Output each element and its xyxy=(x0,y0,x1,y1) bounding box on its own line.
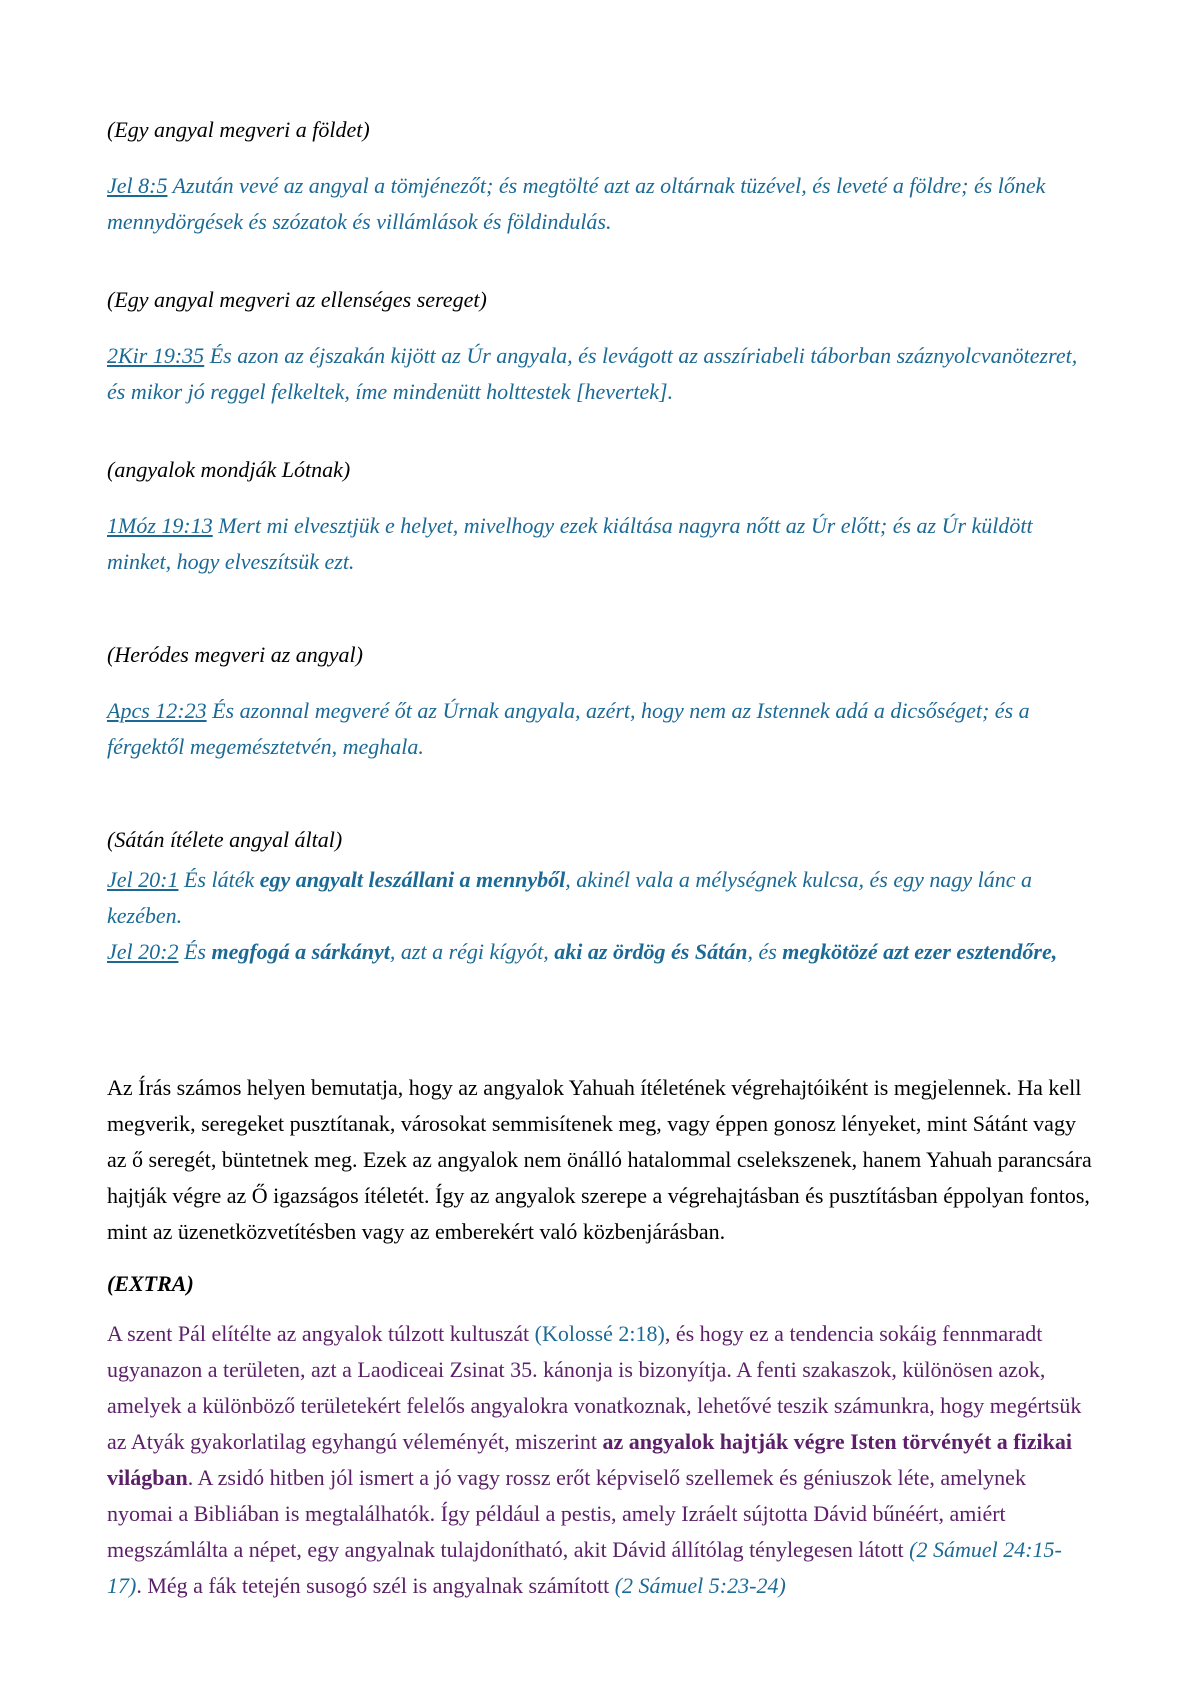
extra-section-heading xyxy=(107,1266,1095,1302)
extra-text-bold: az angyalok hajtják végre Isten törvényét a fizikai világban xyxy=(107,1429,1078,1490)
verse-text: És azonnal megveré őt az Úrnak angyala, azért, hogy nem az Istennek adá a dicsőséget; és a férgektől megemésztetvén, meghala. xyxy=(107,698,1036,759)
verse-reference-link[interactable]: Apcs 12:23 xyxy=(107,698,207,723)
verse-reference-link[interactable]: 2Kir 19:35 xyxy=(107,343,205,368)
verse-text: , azt a régi kígyót, xyxy=(389,939,555,964)
bible-verse-1moz-19-13 xyxy=(107,508,1095,580)
bible-verse-apcs-12-23 xyxy=(107,693,1095,765)
bible-verse-2kir-19-35 xyxy=(107,338,1095,410)
verse-reference-link[interactable]: Jel 20:1 xyxy=(107,867,179,892)
extra-text: . A zsidó hitben jól ismert a jó vagy rossz erőt képviselő szellemek és géniuszok léte, amelynek nyomai a Bibliában is megtalálhatók. Így például a pestis, amely Izráelt sújtotta Dávid bűnéért, amiért megszámlálta a népet, egy angyalnak tulajdonítható, akit Dávid állítólag ténylegesen látott xyxy=(107,1465,1032,1562)
verse-text: És xyxy=(178,939,212,964)
verse-text: , és xyxy=(747,939,783,964)
extra-text: A szent Pál elítélte az angyalok túlzott kultuszát xyxy=(107,1321,535,1346)
verse-reference-link[interactable]: Jel 8:5 xyxy=(107,173,168,198)
bible-verse-jel-20-1 xyxy=(107,862,1095,934)
extra-heading-text: (EXTRA) xyxy=(107,1271,194,1296)
section-heading-herod-struck-by-angel xyxy=(107,637,1095,673)
section-heading-text: (angyalok mondják Lótnak) xyxy=(107,457,351,482)
bible-verse-jel-8-5 xyxy=(107,168,1095,240)
verse-text: És láték xyxy=(178,867,260,892)
section-heading-text: (Egy angyal megveri az ellenséges sereget) xyxy=(107,287,487,312)
extra-text: . Még a fák tetején susogó szél is angyalnak számított xyxy=(136,1573,615,1598)
section-heading-satan-judged-by-angel xyxy=(107,822,1095,858)
scripture-citation: (Kolossé 2:18) xyxy=(534,1321,665,1346)
verse-reference-link[interactable]: 1Móz 19:13 xyxy=(107,513,213,538)
bible-verse-jel-20-2 xyxy=(107,934,1095,970)
section-heading-text: (Heródes megveri az angyal) xyxy=(107,642,363,667)
verse-text-bold: megfogá a sárkányt xyxy=(211,939,390,964)
document-body xyxy=(107,112,1098,1604)
extra-text: , és hogy ez a tendencia sokáig fennmaradt ugyanazon a területen, azt a Laodiceai Zsinat 35. kánonja is bizonyítja. A fenti szakaszok, különösen azok, amelyek a különböző területekért felelős angyalokra vonatkoznak, lehetővé teszik számunkra, hogy megértsük az Atyák gyakorlatilag egyhangú véleményét, miszerint xyxy=(107,1321,1087,1454)
verse-text: Azután vevé az angyal a tömjénezőt; és megtölté azt az oltárnak tüzével, és leveté a földre; és lőnek mennydörgések és szózatok és villámlások és földindulás. xyxy=(107,173,1051,234)
section-heading-angel-strikes-enemy-army xyxy=(107,282,1095,318)
scripture-citation: (2 Sámuel 24:15-17) xyxy=(107,1537,1062,1598)
scripture-citation: (2 Sámuel 5:23-24) xyxy=(614,1573,786,1598)
verse-text: , akinél vala a mélységnek kulcsa, és egy nagy lánc a kezében. xyxy=(107,867,1038,928)
verse-text: Mert mi elvesztjük e helyet, mivelhogy ezek kiáltása nagyra nőtt az Úr előtt; és az Úr küldött minket, hogy elveszítsük ezt. xyxy=(107,513,1039,574)
commentary-paragraph xyxy=(107,1070,1098,1250)
section-heading-angel-strikes-earth xyxy=(107,112,1095,148)
verse-text-bold: megkötözé azt ezer esztendőre, xyxy=(782,939,1058,964)
verse-text: És azon az éjszakán kijött az Úr angyala, és levágott az asszíriabeli táborban száznyolcvanötezret, és mikor jó reggel felkeltek, íme mindenütt holttestek [hevertek]. xyxy=(107,343,1083,404)
verse-text-bold: egy angyalt leszállani a mennyből xyxy=(259,867,566,892)
extra-paragraph xyxy=(107,1316,1095,1604)
verse-text-bold: aki az ördög és Sátán xyxy=(554,939,748,964)
section-heading-text: (Egy angyal megveri a földet) xyxy=(107,117,370,142)
verse-reference-link[interactable]: Jel 20:2 xyxy=(107,939,179,964)
section-heading-angels-tell-lot xyxy=(107,452,1095,488)
section-heading-text: (Sátán ítélete angyal által) xyxy=(107,827,343,852)
commentary-text: Az Írás számos helyen bemutatja, hogy az angyalok Yahuah ítéletének végrehajtóiként is megjelennek. Ha kell megverik, seregeket pusztítanak, városokat semmisítenek meg, vagy éppen gonosz lényeket, mint Sátánt vagy az ő seregét, büntetnek meg. Ezek az angyalok nem önálló hatalommal cselekszenek, hanem Yahuah parancsára hajtják végre az Ő igazságos ítéletét. Így az angyalok szerepe a végrehajtásban és pusztításban éppolyan fontos, mint az üzenetközvetítésben vagy az emberekért való közbenjárásban. xyxy=(107,1075,1098,1244)
